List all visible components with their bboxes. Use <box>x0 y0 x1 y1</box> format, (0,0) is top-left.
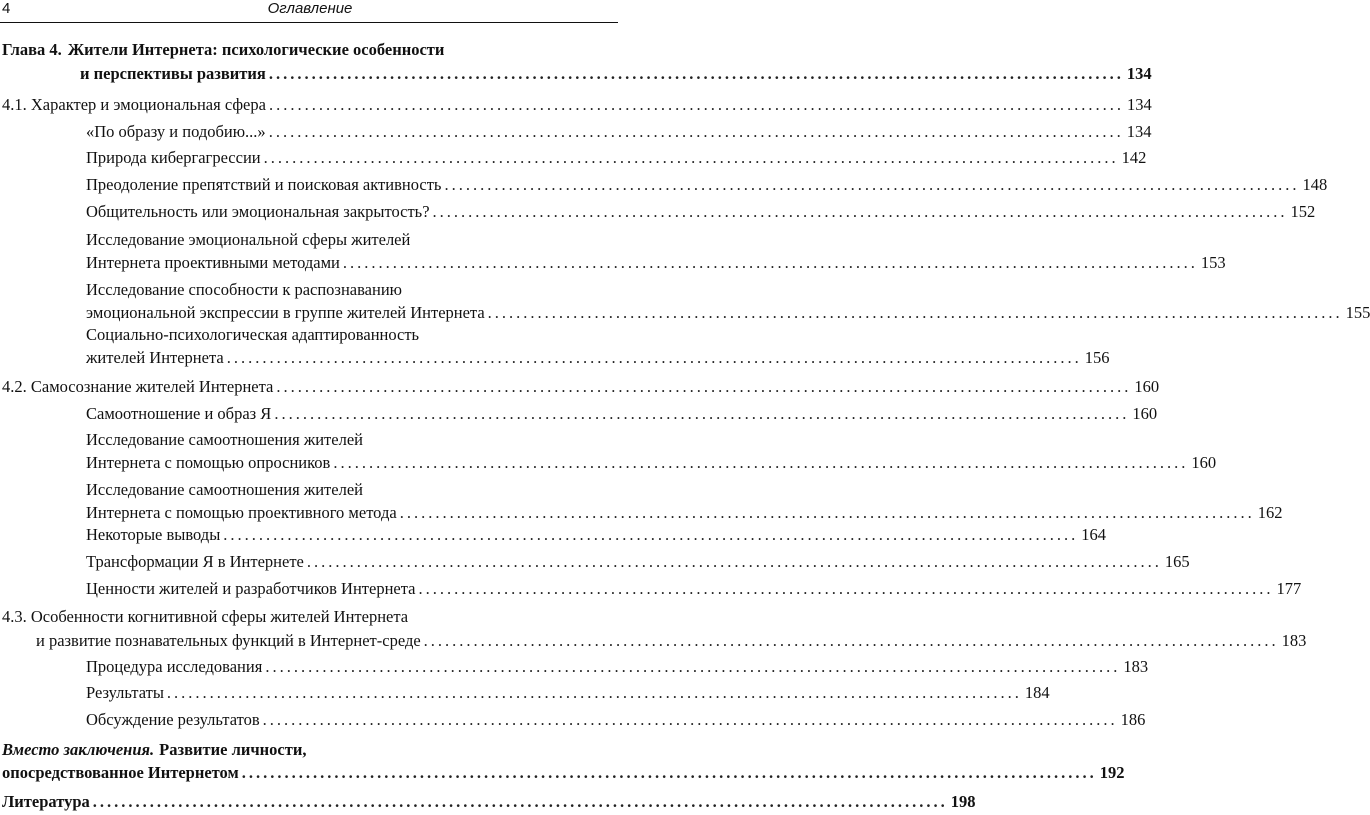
toc-page-number: 148 <box>1302 175 1328 194</box>
toc-entry-title: Ценности жителей и разработчиков Интернета <box>86 579 416 598</box>
toc-literature-line <box>2 790 976 814</box>
toc-page-number: 153 <box>1200 253 1226 272</box>
toc-page-number: 164 <box>1081 525 1107 544</box>
toc-entry-line <box>86 501 1283 525</box>
toc-page-number: 134 <box>1126 122 1152 141</box>
dot-leader: ........................................................................................................................ <box>268 95 1124 114</box>
toc-entry-line <box>2 93 1152 117</box>
dot-leader: ........................................................................................................................ <box>432 202 1288 221</box>
toc-entry-rezultaty[interactable] <box>86 681 1050 705</box>
header-rule <box>0 22 618 23</box>
toc-entry-title: Трансформации Я в Интернете <box>86 552 304 571</box>
toc-page-number: 183 <box>1123 657 1149 676</box>
toc-entry-title: 4.3. Особенности когнитивной сферы жителей Интернета <box>2 607 409 626</box>
toc-page-number: 192 <box>1099 763 1125 782</box>
toc-entry-title: Преодоление препятствий и поисковая активность <box>86 175 442 194</box>
toc-entry-samootnoshenie[interactable] <box>86 402 1158 426</box>
toc-conclusion-title-line1: Развитие личности, <box>159 740 307 759</box>
toc-entry-line <box>86 402 1158 426</box>
dot-leader: ........................................................................................................................ <box>166 683 1022 702</box>
toc-entry-title: жителей Интернета <box>86 348 224 367</box>
toc-entry-title: 4.1. Характер и эмоциональная сфера <box>2 95 266 114</box>
toc-entry-procedura[interactable] <box>86 655 1149 679</box>
toc-entry-4-1[interactable] <box>2 93 1152 117</box>
toc-conclusion-line2 <box>2 761 1125 785</box>
dot-leader: ........................................................................................................................ <box>274 404 1130 423</box>
dot-leader: ........................................................................................................................ <box>92 792 948 811</box>
toc-entry-line <box>86 120 1152 144</box>
toc-page-number: 156 <box>1084 348 1110 367</box>
toc-page-number: 134 <box>1126 95 1152 114</box>
toc-conclusion-title-line2: опосредствованное Интернетом <box>2 763 239 782</box>
dot-leader: ........................................................................................................................ <box>342 253 1198 272</box>
toc-entry-title: Процедура исследования <box>86 657 263 676</box>
dot-leader: ........................................................................................................................ <box>268 64 1124 83</box>
toc-entry-title: 4.2. Самосознание жителей Интернета <box>2 377 274 396</box>
dot-leader: ........................................................................................................................ <box>276 377 1132 396</box>
dot-leader: ........................................................................................................................ <box>265 657 1121 676</box>
toc-page-number: 186 <box>1120 710 1146 729</box>
dot-leader: ........................................................................................................................ <box>226 348 1082 367</box>
dot-leader: ........................................................................................................................ <box>423 631 1279 650</box>
dot-leader: ........................................................................................................................ <box>487 303 1343 322</box>
toc-entry-line <box>86 655 1149 679</box>
toc-entry-title: Исследование способности к распознаванию <box>86 280 402 299</box>
toc-entry-line <box>2 605 616 629</box>
toc-entry-line <box>86 323 616 347</box>
toc-entry-line <box>86 708 1146 732</box>
toc-entry-po-obrazu[interactable] <box>86 120 1152 144</box>
toc-entry-line <box>86 577 1302 601</box>
toc-page-number: 152 <box>1290 202 1316 221</box>
toc-page-number: 160 <box>1191 453 1217 472</box>
toc-entry-kiberagressiya[interactable] <box>86 146 1147 170</box>
toc-entry-line <box>86 146 1147 170</box>
toc-entry-line <box>86 200 1316 224</box>
toc-entry-title: Некоторые выводы <box>86 525 221 544</box>
toc-entry-title: Самоотношение и образ Я <box>86 404 272 423</box>
toc-entry-emocionalnaya-sfera[interactable] <box>86 228 1226 276</box>
toc-entry-title: Интернета проективными методами <box>86 253 340 272</box>
toc-entry-raspoznavanie[interactable] <box>86 278 1370 326</box>
dot-leader: ........................................................................................................................ <box>306 552 1162 571</box>
toc-entry-title: Исследование эмоциональной сферы жителей <box>86 230 411 249</box>
toc-entry-title: «По образу и подобию...» <box>86 122 266 141</box>
toc-entry-line <box>86 681 1050 705</box>
dot-leader: ........................................................................................................................ <box>268 122 1124 141</box>
toc-entry-adaptirovannost[interactable] <box>86 323 1110 371</box>
toc-page-number: 198 <box>950 792 976 811</box>
dot-leader: ........................................................................................................................ <box>263 148 1119 167</box>
toc-entry-title: Природа кибергагрессии <box>86 148 261 167</box>
toc-entry-title: Обсуждение результатов <box>86 710 260 729</box>
toc-entry-cennosti[interactable] <box>86 577 1302 601</box>
toc-page-number: 177 <box>1276 579 1302 598</box>
toc-entry-4-3[interactable] <box>2 605 1307 653</box>
toc-entry-proektivnyi-metod[interactable] <box>86 478 1283 526</box>
toc-entry-obshchitelnost[interactable] <box>86 200 1316 224</box>
toc-entry-line <box>86 251 1226 275</box>
toc-entry-line <box>86 523 1107 547</box>
dot-leader: ........................................................................................................................ <box>399 503 1255 522</box>
toc-entry-obsuzhdenie[interactable] <box>86 708 1146 732</box>
dot-leader: ........................................................................................................................ <box>418 579 1274 598</box>
toc-entry-line <box>86 173 1328 197</box>
toc-entry-title: Общительность или эмоциональная закрытость? <box>86 202 430 221</box>
dot-leader: ........................................................................................................................ <box>333 453 1189 472</box>
toc-entry-title: эмоциональной экспрессии в группе жителей Интернета <box>86 303 485 322</box>
toc-page-number: 155 <box>1345 303 1370 322</box>
toc-entry-line <box>86 228 616 252</box>
toc-literature[interactable] <box>2 790 976 814</box>
toc-page-number: 184 <box>1024 683 1050 702</box>
toc-page-number: 134 <box>1126 64 1152 83</box>
toc-entry-transformacii[interactable] <box>86 550 1190 574</box>
toc-chapter-4-line1 <box>2 38 616 62</box>
toc-page-number: 160 <box>1132 404 1158 423</box>
toc-entry-oprosniki[interactable] <box>86 428 1217 476</box>
dot-leader: ........................................................................................................................ <box>223 525 1079 544</box>
toc-entry-line <box>86 346 1110 370</box>
dot-leader: ........................................................................................................................ <box>241 763 1097 782</box>
toc-page-number: 183 <box>1281 631 1307 650</box>
toc-entry-4-2[interactable] <box>2 375 1160 399</box>
toc-chapter-4-title-line1: Жители Интернета: психологические особенности <box>67 40 445 59</box>
toc-entry-title: Интернета с помощью проективного метода <box>86 503 397 522</box>
page-number: 4 <box>2 0 11 17</box>
toc-entry-line <box>86 478 616 502</box>
toc-chapter-4-label: Глава 4. <box>2 40 62 59</box>
toc-entry-preodolenie[interactable] <box>86 173 1328 197</box>
toc-page-number: 165 <box>1164 552 1190 571</box>
toc-entry-vyvody[interactable] <box>86 523 1107 547</box>
toc-chapter-4-title-line2: и перспективы развития <box>80 64 266 83</box>
toc-entry-title: Социально-психологическая адаптированность <box>86 325 420 344</box>
toc-page-number: 160 <box>1134 377 1160 396</box>
toc-entry-line <box>86 550 1190 574</box>
toc-page-number: 162 <box>1257 503 1283 522</box>
toc-entry-line <box>86 278 616 302</box>
toc-page-number: 142 <box>1121 148 1147 167</box>
toc-entry-title: Исследование самоотношения жителей <box>86 430 363 449</box>
toc-conclusion-italic: Вместо заключения. <box>2 740 155 759</box>
toc-entry-title: Исследование самоотношения жителей <box>86 480 363 499</box>
toc-conclusion[interactable] <box>2 738 1125 786</box>
dot-leader: ........................................................................................................................ <box>444 175 1300 194</box>
toc-entry-line <box>2 375 1160 399</box>
toc-entry-title: и развитие познавательных функций в Интернет-среде <box>36 631 421 650</box>
toc-conclusion-line1 <box>2 738 616 762</box>
toc-literature-title: Литература <box>2 792 90 811</box>
toc-entry-line <box>86 428 616 452</box>
toc-entry-title: Интернета с помощью опросников <box>86 453 331 472</box>
running-header-title: Оглавление <box>267 0 353 17</box>
dot-leader: ........................................................................................................................ <box>262 710 1118 729</box>
toc-chapter-4[interactable] <box>2 38 1152 88</box>
toc-entry-title: Результаты <box>86 683 164 702</box>
toc-entry-line <box>86 301 1370 325</box>
toc-entry-line <box>36 629 1307 653</box>
toc-chapter-4-line2 <box>80 62 1152 86</box>
toc-entry-line <box>86 451 1217 475</box>
